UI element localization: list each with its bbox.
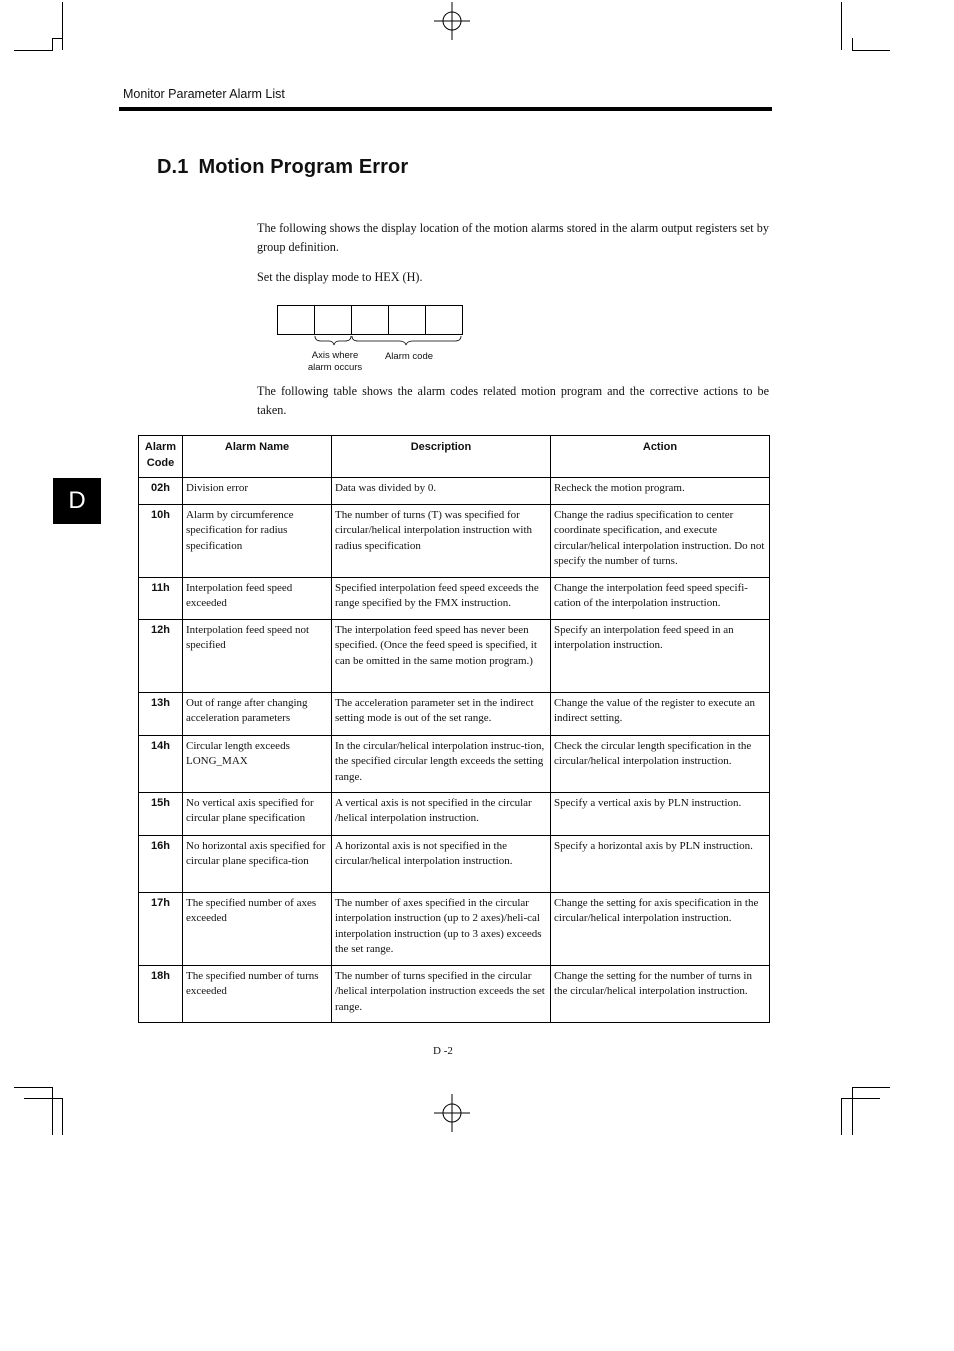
alarm-code-label: Alarm code bbox=[384, 351, 434, 362]
alarm-name: No vertical axis specified for circular plane specification bbox=[183, 793, 332, 836]
alarm-action: Specify a vertical axis by PLN instruction. bbox=[551, 793, 770, 836]
alarm-name: Alarm by circumference specification for radius specification bbox=[183, 505, 332, 578]
table-header-row bbox=[139, 436, 770, 478]
header-rule bbox=[119, 107, 772, 111]
alarm-action: Change the value of the register to execute an indirect setting. bbox=[551, 693, 770, 736]
alarm-name: Interpolation feed speed exceeded bbox=[183, 578, 332, 620]
digit-box bbox=[277, 305, 315, 335]
table-row bbox=[139, 505, 770, 578]
alarm-code: 16h bbox=[139, 836, 183, 893]
alarm-description: A horizontal axis is not specified in the circular/helical interpolation instruction. bbox=[332, 836, 551, 893]
intro-paragraph-3: The following table shows the alarm codes related motion program and the corrective actions to be taken. bbox=[257, 384, 769, 417]
digit-box bbox=[351, 305, 389, 335]
digit-box bbox=[314, 305, 352, 335]
section-title bbox=[157, 156, 408, 179]
alarm-description: The acceleration parameter set in the indirect setting mode is out of the set range. bbox=[332, 693, 551, 736]
alarm-table bbox=[138, 435, 770, 1023]
table-row bbox=[139, 578, 770, 620]
alarm-action: Specify an interpolation feed speed in an interpolation instruction. bbox=[551, 620, 770, 693]
table-row bbox=[139, 620, 770, 693]
alarm-description: Data was divided by 0. bbox=[332, 478, 551, 505]
header-action: Action bbox=[551, 436, 770, 478]
alarm-code: 12h bbox=[139, 620, 183, 693]
alarm-name: Division error bbox=[183, 478, 332, 505]
alarm-code: 15h bbox=[139, 793, 183, 836]
alarm-name: Circular length exceeds LONG_MAX bbox=[183, 736, 332, 793]
table-row bbox=[139, 478, 770, 505]
alarm-action: Change the setting for axis specification in the circular/helical interpolation instruction. bbox=[551, 893, 770, 966]
registration-mark-bottom bbox=[432, 1094, 472, 1134]
alarm-name: Out of range after changing acceleration parameters bbox=[183, 693, 332, 736]
section-number: D.1 bbox=[157, 156, 189, 178]
alarm-description: The interpolation feed speed has never been specified. (Once the feed speed is specified, it can be omitted in the same motion program.) bbox=[332, 620, 551, 693]
digit-box bbox=[388, 305, 426, 335]
registration-mark-top bbox=[432, 2, 472, 42]
alarm-description: Specified interpolation feed speed exceeds the range specified by the FMX instruction. bbox=[332, 578, 551, 620]
alarm-name: The specified number of axes exceeded bbox=[183, 893, 332, 966]
intro-paragraph-1: The following shows the display location of the motion alarms stored in the alarm output registers set by group definition. bbox=[257, 221, 769, 254]
header-alarm-name: Alarm Name bbox=[183, 436, 332, 478]
alarm-description: A vertical axis is not specified in the circular /helical interpolation instruction. bbox=[332, 793, 551, 836]
alarm-action: Specify a horizontal axis by PLN instruction. bbox=[551, 836, 770, 893]
table-row bbox=[139, 893, 770, 966]
alarm-name: The specified number of turns exceeded bbox=[183, 966, 332, 1023]
alarm-description: The number of turns specified in the circular /helical interpolation instruction exceeds the set range. bbox=[332, 966, 551, 1023]
alarm-code: 18h bbox=[139, 966, 183, 1023]
header-alarm-code: Alarm Code bbox=[139, 436, 183, 478]
alarm-code: 11h bbox=[139, 578, 183, 620]
digit-box bbox=[425, 305, 463, 335]
alarm-description: The number of turns (T) was specified for circular/helical interpolation instruction with radius specification bbox=[332, 505, 551, 578]
alarm-code: 17h bbox=[139, 893, 183, 966]
table-row bbox=[139, 793, 770, 836]
alarm-code: 02h bbox=[139, 478, 183, 505]
alarm-description: The number of axes specified in the circular interpolation instruction (up to 2 axes)/heli-cal interpolation instruction (up to 3 axes) exceeds the set range. bbox=[332, 893, 551, 966]
alarm-name: No horizontal axis specified for circular plane specifica-tion bbox=[183, 836, 332, 893]
table-row bbox=[139, 736, 770, 793]
alarm-action: Change the radius specification to center coordinate specification, and execute circular/helical interpolation instruction. Do not specify the number of turns. bbox=[551, 505, 770, 578]
table-row bbox=[139, 836, 770, 893]
axis-label: Axis where alarm occurs bbox=[307, 350, 363, 373]
register-digit-boxes bbox=[277, 305, 463, 333]
running-header: Monitor Parameter Alarm List bbox=[123, 87, 285, 101]
alarm-code: 10h bbox=[139, 505, 183, 578]
table-row bbox=[139, 966, 770, 1023]
alarm-name: Interpolation feed speed not specified bbox=[183, 620, 332, 693]
page-number: D -2 bbox=[433, 1045, 453, 1057]
register-layout-figure bbox=[277, 305, 477, 385]
appendix-tab: D bbox=[53, 478, 101, 524]
alarm-action: Recheck the motion program. bbox=[551, 478, 770, 505]
header-description: Description bbox=[332, 436, 551, 478]
alarm-code: 14h bbox=[139, 736, 183, 793]
intro-paragraph-2: Set the display mode to HEX (H). bbox=[257, 270, 423, 284]
section-heading: Motion Program Error bbox=[198, 156, 409, 178]
alarm-action: Change the setting for the number of turns in the circular/helical interpolation instruction. bbox=[551, 966, 770, 1023]
alarm-action: Change the interpolation feed speed specifi-cation of the interpolation instruction. bbox=[551, 578, 770, 620]
alarm-action: Check the circular length specification in the circular/helical interpolation instruction. bbox=[551, 736, 770, 793]
alarm-description: In the circular/helical interpolation instruc-tion, the specified circular length exceeds the setting range. bbox=[332, 736, 551, 793]
brace-icon bbox=[277, 333, 477, 347]
table-row bbox=[139, 693, 770, 736]
alarm-code: 13h bbox=[139, 693, 183, 736]
